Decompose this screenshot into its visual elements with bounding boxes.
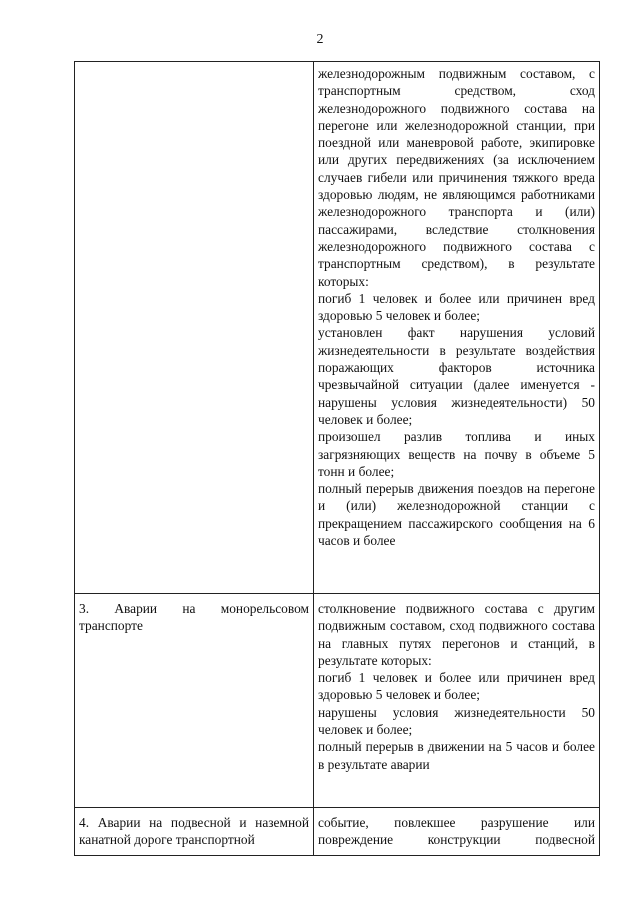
criteria-paragraph: установлен факт нарушения условий жизнедеятельности в результате воздействия поражающих факторов источника чрезвычайной ситуации (далее именуется - нарушены условия жизнедеятельности) 50 человек и более; <box>318 325 595 427</box>
category-text: 4. Аварии на подвесной и наземной канатной дороге транспортной <box>79 815 309 848</box>
criteria-cell <box>314 808 600 856</box>
emergency-criteria-table <box>74 61 600 856</box>
criteria-paragraph: погиб 1 человек и более или причинен вред здоровью 5 человек и более; <box>318 290 595 324</box>
criteria-paragraph: полный перерыв в движении на 5 часов и более в результате аварии <box>318 739 595 772</box>
criteria-paragraph: столкновение подвижного состава с другим подвижным составом, сход подвижного состава на главных путях перегонов и станций, в результате которых: <box>318 601 595 668</box>
category-cell <box>75 62 314 594</box>
criteria-paragraph: произошел разлив топлива и иных загрязняющих веществ на почву в объеме 5 тонн и более; <box>318 429 595 479</box>
criteria-paragraph: событие, повлекшее разрушение или повреждение конструкции подвесной <box>318 815 595 848</box>
criteria-paragraph: нарушены условия жизнедеятельности 50 человек и более; <box>318 704 595 738</box>
page-number: 2 <box>316 32 324 47</box>
category-cell <box>75 594 314 808</box>
category-text: 3. Аварии на монорельсовом транспорте <box>79 601 309 634</box>
table-row <box>75 62 600 594</box>
criteria-paragraph: железнодорожным подвижным составом, с транспортным средством, сход железнодорожного подвижного состава на перегоне или железнодорожной станции, при поездной или маневровой работе, экипировке или других передвижениях (за исключением случаев гибели или причинения тяжкого вреда здоровью людям, не являющимся работниками железнодорожного транспорта и (или) пассажирами, вследствие столкновения железнодорожного подвижного состава с транспортным средством), в результате которых: <box>318 66 595 289</box>
category-cell <box>75 808 314 856</box>
table-row <box>75 594 600 808</box>
table-row <box>75 808 600 856</box>
criteria-cell <box>314 594 600 808</box>
criteria-paragraph: погиб 1 человек и более или причинен вред здоровью 5 человек и более; <box>318 670 595 703</box>
criteria-paragraph: полный перерыв движения поездов на перегоне и (или) железнодорожной станции с прекращением пассажирского сообщения на 6 часов и более <box>318 481 595 549</box>
criteria-cell <box>314 62 600 594</box>
